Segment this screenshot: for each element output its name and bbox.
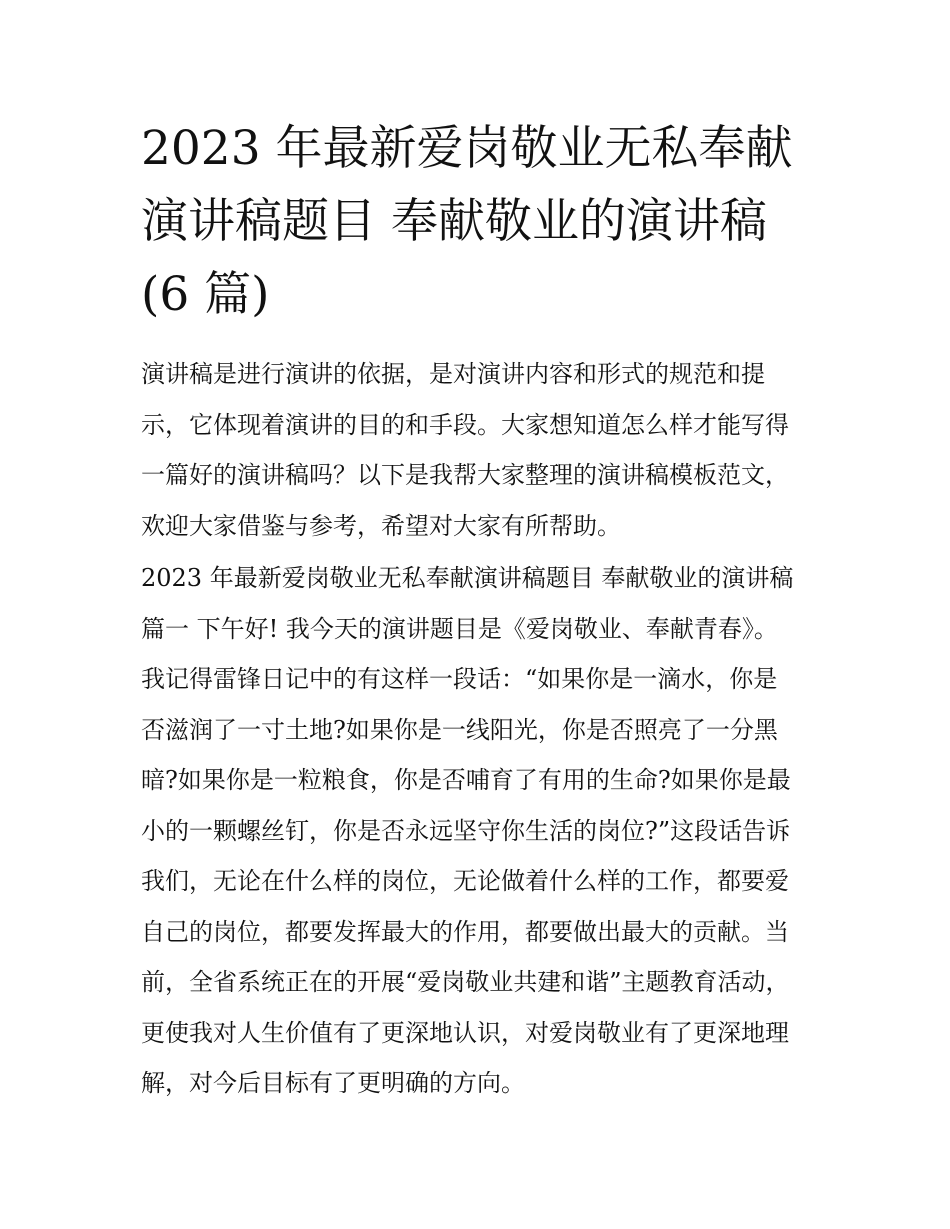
title-line-3: (6 篇) xyxy=(141,267,270,322)
intro-line: 示，它体现着演讲的目的和手段。大家想知道怎么样才能写得 xyxy=(141,410,789,439)
body-paragraph xyxy=(141,553,813,1109)
document-page xyxy=(141,112,813,1109)
intro-line: 演讲稿是进行演讲的依据，是对演讲内容和形式的规范和提 xyxy=(141,360,765,388)
body-line: 我们，无论在什么样的岗位，无论做着什么样的工作，都要爱 xyxy=(141,867,789,895)
body-line: 前，全省系统正在的开展“爱岗敬业共建和谐”主题教育活动， xyxy=(141,968,790,996)
body-line: 自己的岗位，都要发挥最大的作用，都要做出最大的贡献。当 xyxy=(141,917,789,946)
title-line-2: 演讲稿题目 奉献敬业的演讲稿 xyxy=(141,194,767,249)
body-line: 解，对今后目标有了更明确的方向。 xyxy=(141,1069,525,1097)
body-line: 篇一 下午好! 我今天的演讲题目是《爱岗敬业、奉献青春》。 xyxy=(141,614,778,643)
body-line: 小的一颗螺丝钉，你是否永远坚守你生活的岗位?”这段话告诉 xyxy=(141,816,791,845)
intro-line: 一篇好的演讲稿吗？以下是我帮大家整理的演讲稿模板范文， xyxy=(141,461,789,489)
document-title xyxy=(141,112,813,331)
body-line: 我记得雷锋日记中的有这样一段话：“如果你是一滴水，你是 xyxy=(141,665,778,693)
body-line: 更使我对人生价值有了更深地认识，对爱岗敬业有了更深地理 xyxy=(141,1018,789,1047)
body-line: 暗?如果你是一粒粮食，你是否哺育了有用的生命?如果你是最 xyxy=(141,766,791,794)
intro-line: 欢迎大家借鉴与参考，希望对大家有所帮助。 xyxy=(141,511,621,540)
title-line-1: 2023 年最新爱岗敬业无私奉献 xyxy=(141,121,793,176)
body-line: 否滋润了一寸土地?如果你是一线阳光，你是否照亮了一分黑 xyxy=(141,715,778,744)
intro-paragraph xyxy=(141,349,813,551)
body-line: 2023 年最新爱岗敬业无私奉献演讲稿题目 奉献敬业的演讲稿 xyxy=(141,564,794,592)
